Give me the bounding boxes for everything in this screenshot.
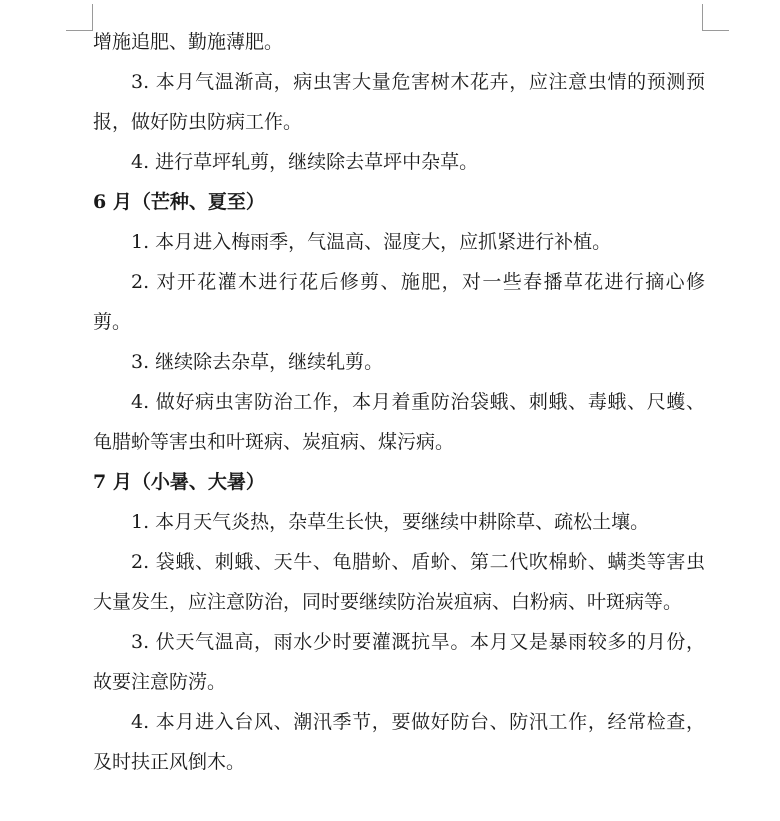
page-corner-mark-left xyxy=(66,4,93,31)
paragraph-continuation: 增施追肥、勤施薄肥。 xyxy=(93,31,284,53)
paragraph-may-item-4: 4. 进行草坪轧剪，继续除去草坪中杂草。 xyxy=(131,151,479,173)
paragraph-june-item-3: 3. 继续除去杂草，继续轧剪。 xyxy=(131,351,384,373)
paragraph-may-item-3: 3. 本月气温渐高，病虫害大量危害树木花卉，应注意虫情的预测预报，做好防虫防病工作。 xyxy=(93,71,705,133)
paragraph-june-item-1: 1. 本月进入梅雨季，气温高、湿度大，应抓紧进行补植。 xyxy=(131,231,612,253)
paragraph-july-item-3: 3. 伏天气温高，雨水少时要灌溉抗旱。本月又是暴雨较多的月份，故要注意防涝。 xyxy=(93,631,705,693)
section-heading-june: 6 月（芒种、夏至） xyxy=(93,191,265,213)
paragraph-june-item-2: 2. 对开花灌木进行花后修剪、施肥，对一些春播草花进行摘心修剪。 xyxy=(93,271,705,333)
paragraph-june-item-4: 4. 做好病虫害防治工作，本月着重防治袋蛾、刺蛾、毒蛾、尺蠖、龟腊蚧等害虫和叶斑病、炭疽病、煤污病。 xyxy=(93,391,705,453)
paragraph-july-item-1: 1. 本月天气炎热，杂草生长快，要继续中耕除草、疏松土壤。 xyxy=(131,511,650,533)
document-page xyxy=(93,22,705,782)
section-heading-july: 7 月（小暑、大暑） xyxy=(93,471,265,493)
page-corner-mark-right xyxy=(702,4,729,31)
paragraph-july-item-2: 2. 袋蛾、刺蛾、天牛、龟腊蚧、盾蚧、第二代吹棉蚧、螨类等害虫大量发生，应注意防治，同时要继续防治炭疽病、白粉病、叶斑病等。 xyxy=(93,551,705,613)
paragraph-july-item-4: 4. 本月进入台风、潮汛季节，要做好防台、防汛工作，经常检查，及时扶正风倒木。 xyxy=(93,711,705,773)
